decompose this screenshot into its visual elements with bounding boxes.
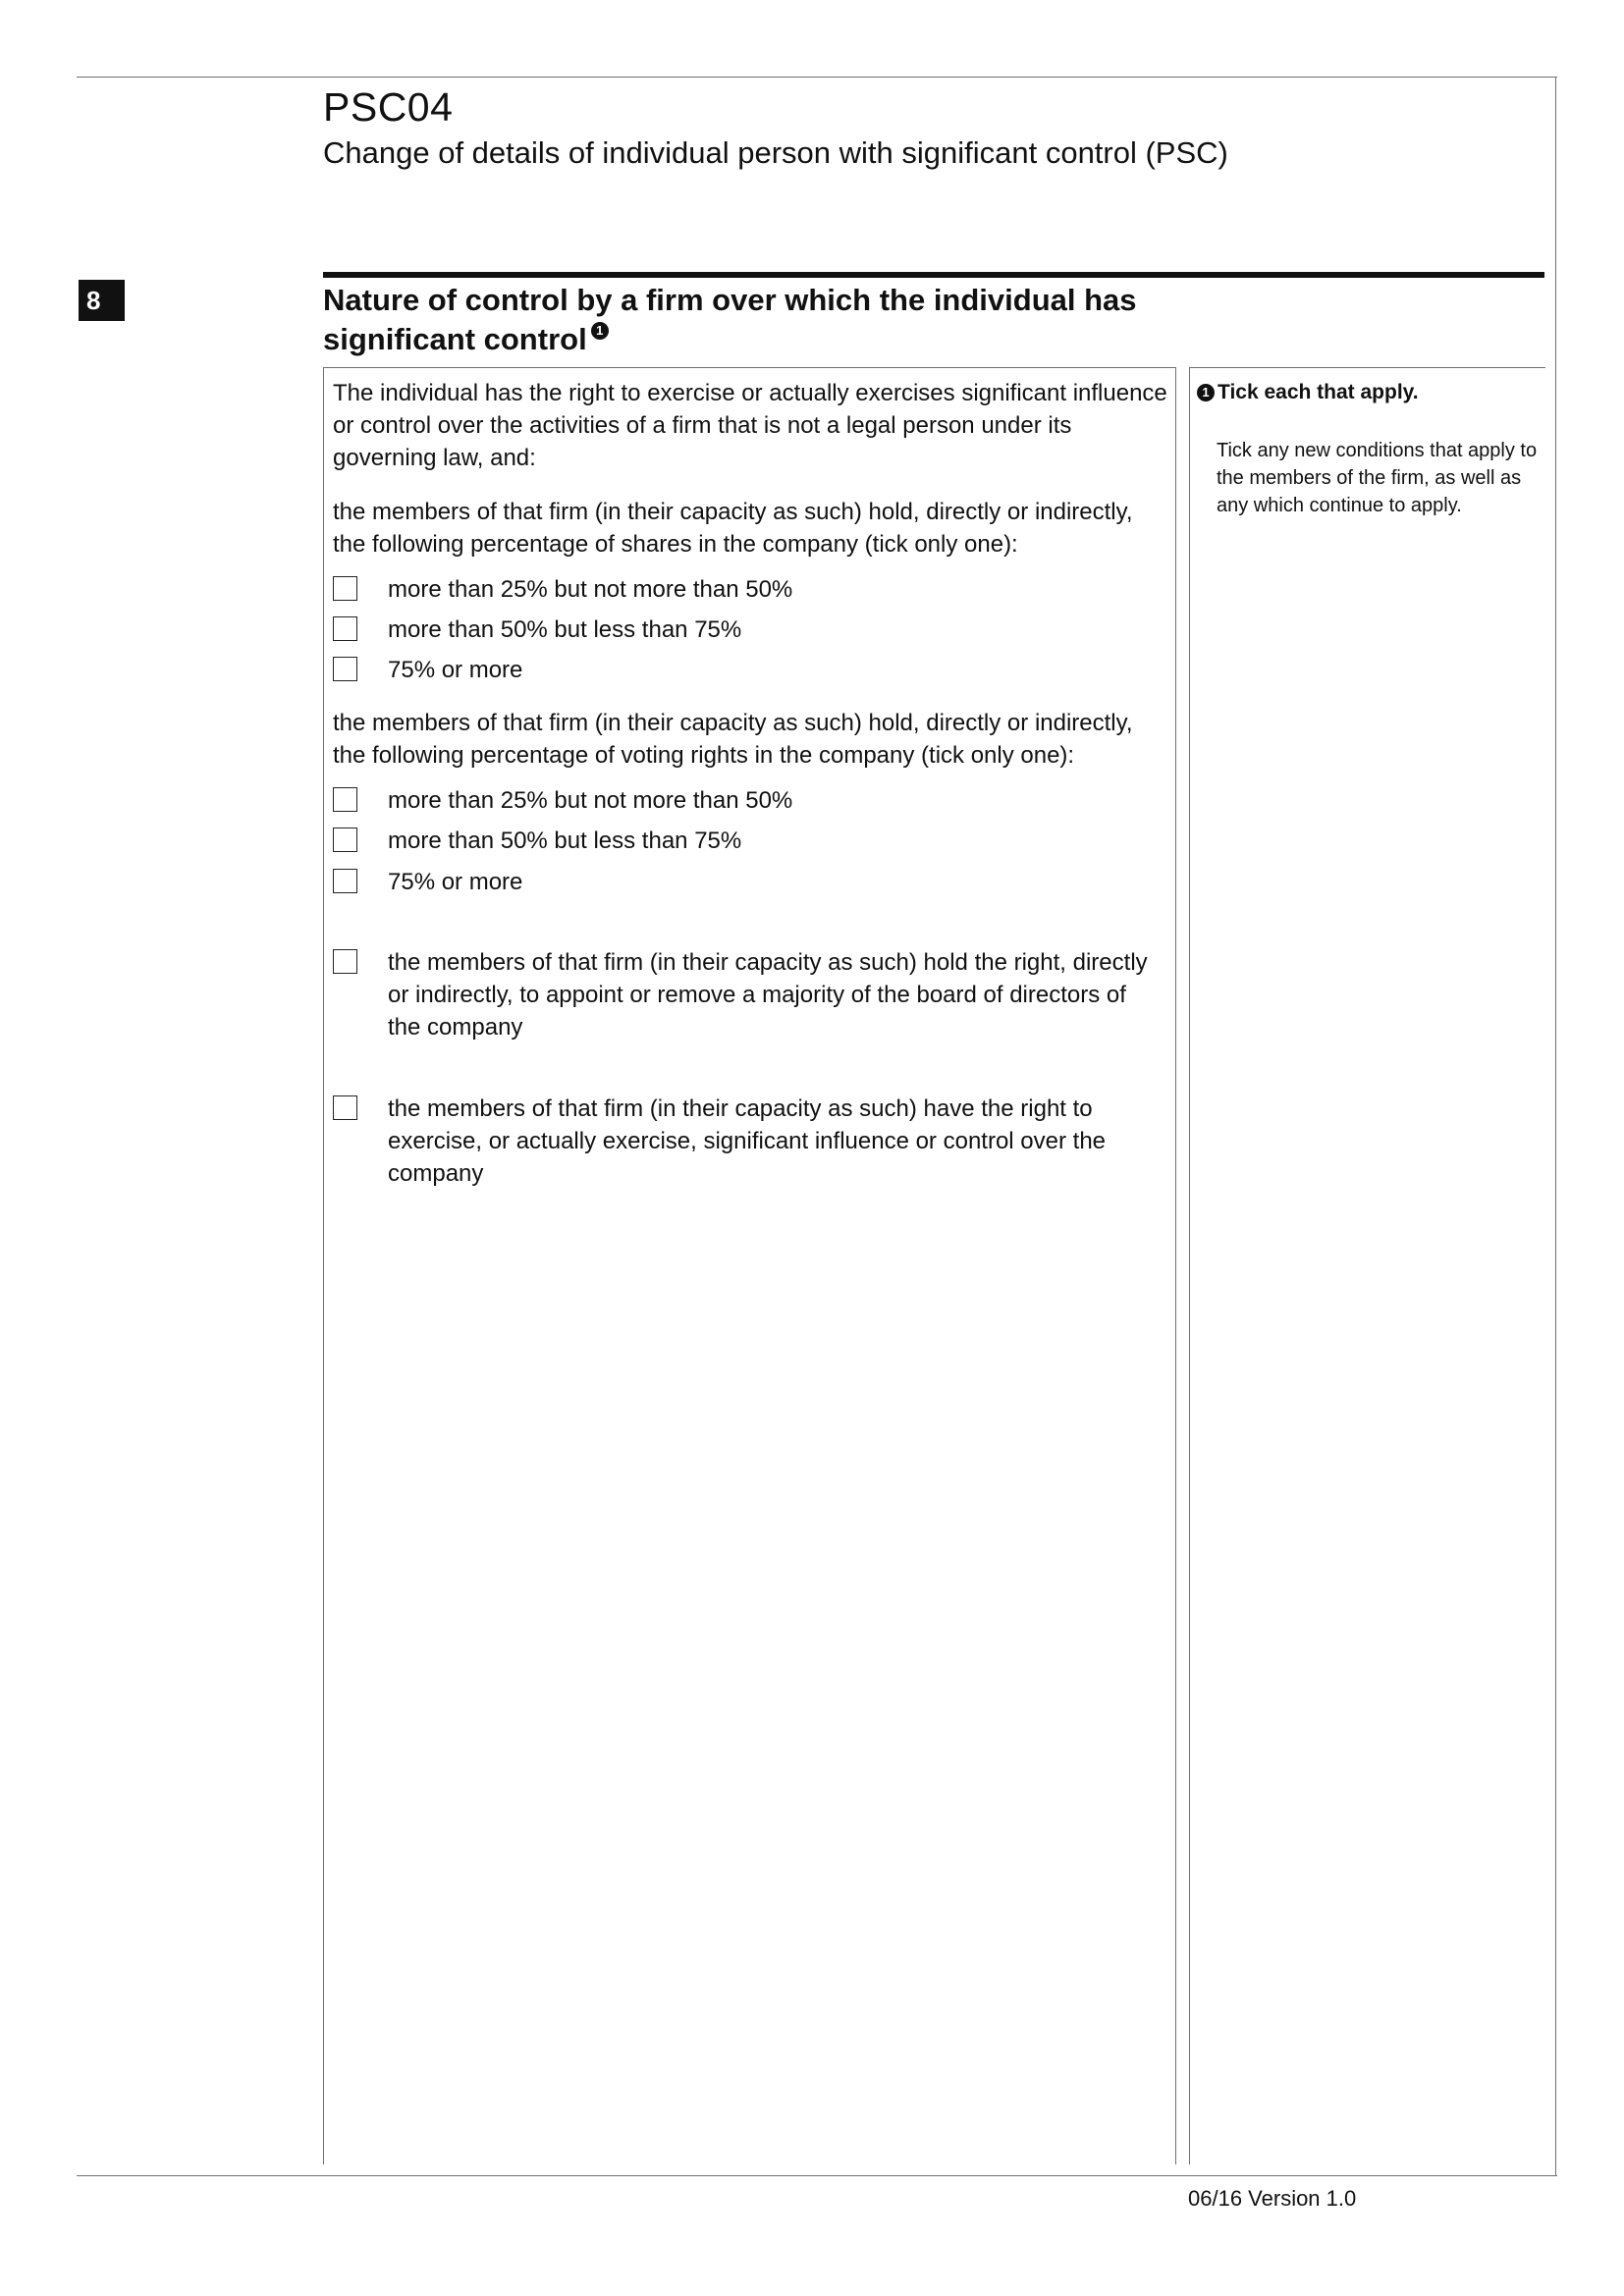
checkbox[interactable] <box>333 616 357 641</box>
checkbox[interactable] <box>333 787 357 812</box>
version-label: 06/16 Version 1.0 <box>1188 2186 1357 2211</box>
checkbox[interactable] <box>333 1095 357 1120</box>
guidance-note-icon: 1 <box>1197 384 1215 401</box>
form-code: PSC04 <box>323 84 454 130</box>
form-title: Change of details of individual person with significant control (PSC) <box>323 135 1228 170</box>
option-label: 75% or more <box>388 657 523 683</box>
intro-text: The individual has the right to exercise or actually exercises significant influence or control over the activities of a firm that is not a legal person under its governing law, and: <box>333 380 1167 471</box>
guidance-panel <box>1189 367 1545 2164</box>
shares-intro-text: the members of that firm (in their capacity as such) hold, directly or indirectly, the following percentage of shares in the company (tick only one): <box>333 499 1133 558</box>
option-label: more than 50% but less than 75% <box>388 616 742 643</box>
section-title <box>323 281 1207 359</box>
page-right-rule <box>1555 77 1556 2176</box>
voting-rights-intro-text: the members of that firm (in their capacity as such) hold, directly or indirectly, the following percentage of voting rights in the company (tick only one): <box>333 710 1133 769</box>
page-bottom-rule <box>77 2175 1557 2176</box>
option-label: more than 50% but less than 75% <box>388 828 742 854</box>
guidance-heading <box>1197 381 1419 404</box>
section-divider <box>323 272 1544 278</box>
option-label: more than 25% but not more than 50% <box>388 787 793 814</box>
section-title-text: Nature of control by a firm over which the individual has significant control <box>323 283 1137 356</box>
option-label: more than 25% but not more than 50% <box>388 576 793 603</box>
checkbox[interactable] <box>333 576 357 601</box>
option-label: 75% or more <box>388 869 523 895</box>
guidance-heading-text: Tick each that apply. <box>1218 381 1419 403</box>
section-number-badge: 8 <box>79 280 125 321</box>
option-label: the members of that firm (in their capacity as such) have the right to exercise, or actually exercise, significant influence or control over the company <box>388 1095 1107 1187</box>
checkbox[interactable] <box>333 949 357 974</box>
guidance-body-text: Tick any new conditions that apply to the members of the firm, as well as any which continue to apply. <box>1217 440 1538 516</box>
checkbox[interactable] <box>333 869 357 893</box>
checkbox[interactable] <box>333 657 357 681</box>
guidance-note-icon: 1 <box>591 322 609 340</box>
checkbox[interactable] <box>333 828 357 852</box>
option-label: the members of that firm (in their capacity as such) hold the right, directly or indirectly, to appoint or remove a majority of the board of directors of the company <box>388 949 1148 1041</box>
page-top-rule <box>77 77 1557 78</box>
